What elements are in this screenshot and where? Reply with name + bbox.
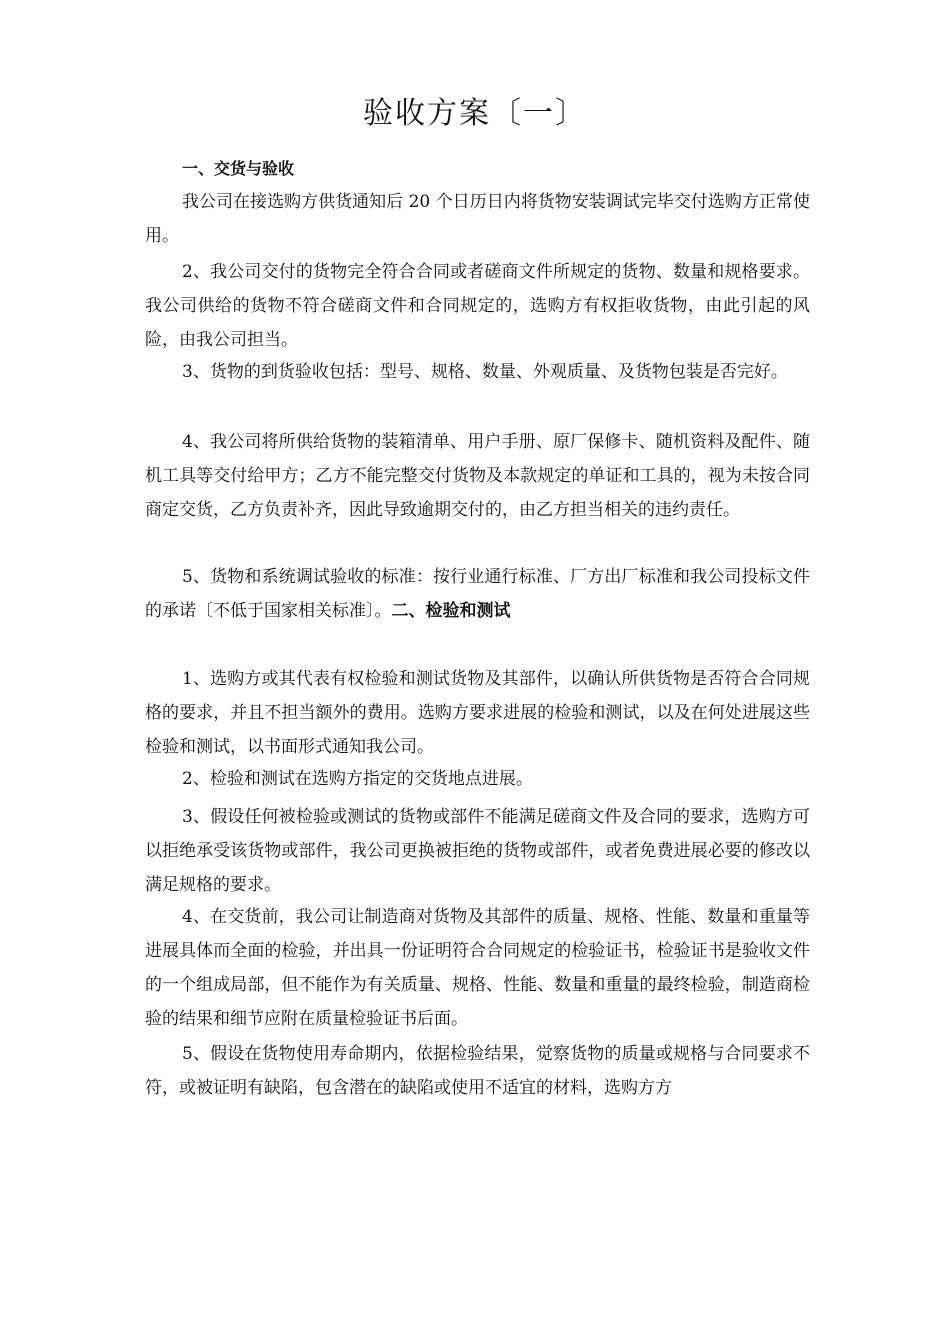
paragraph-inspection-1: 1、选购方或其代表有权检验和测试货物及其部件，以确认所供货物是否符合合同规格的要求，并且不担当额外的费用。选购方要求进展的检验和测试，以及在何处进展这些检验和测试，以书面形式通知我公司。 [145,669,810,757]
paragraph-delivery-2: 2、我公司交付的货物完全符合合同或者磋商文件所规定的货物、数量和规格要求。我公司供给的货物不符合磋商文件和合同规定的，选购方有权拒收货物，由此引起的风险，由我公司担当。 [145,262,810,350]
paragraph-delivery-5 [145,560,810,628]
document-title: 验收方案〔一〕 [363,96,587,131]
section-heading-inspection: 二、检验和测试 [391,601,511,621]
paragraph-inspection-5: 5、假设在货物使用寿命期内，依据检验结果，觉察货物的质量或规格与合同要求不符，或被证明有缺陷，包含潜在的缺陷或使用不适宜的材料，选购方方 [145,1044,810,1098]
paragraph-delivery-4: 4、我公司将所供给货物的装箱清单、用户手册、原厂保修卡、随机资料及配件、随机工具等交付给甲方；乙方不能完整交付货物及本款规定的单证和工具的，视为未按合同商定交货，乙方负责补齐，因此导致逾期交付的，由乙方担当相关的违约责任。 [145,432,810,520]
paragraph-inspection-4: 4、在交货前，我公司让制造商对货物及其部件的质量、规格、性能、数量和重量等进展具体而全面的检验，并出具一份证明符合合同规定的检验证书，检验证书是验收文件的一个组成局部，但不能作为有关质量、规格、性能、数量和重量的最终检验，制造商检验的结果和细节应附在质量检验证书后面。 [145,907,810,1029]
paragraph-delivery-3: 3、货物的到货验收包括：型号、规格、数量、外观质量、及货物包装是否完好。 [182,362,788,382]
paragraph-inspection-2: 2、检验和测试在选购方指定的交货地点进展。 [182,769,533,789]
paragraph-inspection-3: 3、假设任何被检验或测试的货物或部件不能满足磋商文件及合同的要求，选购方可以拒绝承受该货物或部件，我公司更换被拒绝的货物或部件，或者免费进展必要的修改以满足规格的要求。 [145,807,810,895]
paragraph-delivery-1: 我公司在接选购方供货通知后 20 个日历日内将货物安装调试完毕交付选购方正常使用。 [145,192,810,246]
section-heading-delivery: 一、交货与验收 [182,159,295,178]
paragraph-delivery-5-text: 5、货物和系统调试验收的标准：按行业通行标准、厂方出厂标准和我公司投标文件的承诺〔不低于国家相关标准〕。 [145,567,810,621]
